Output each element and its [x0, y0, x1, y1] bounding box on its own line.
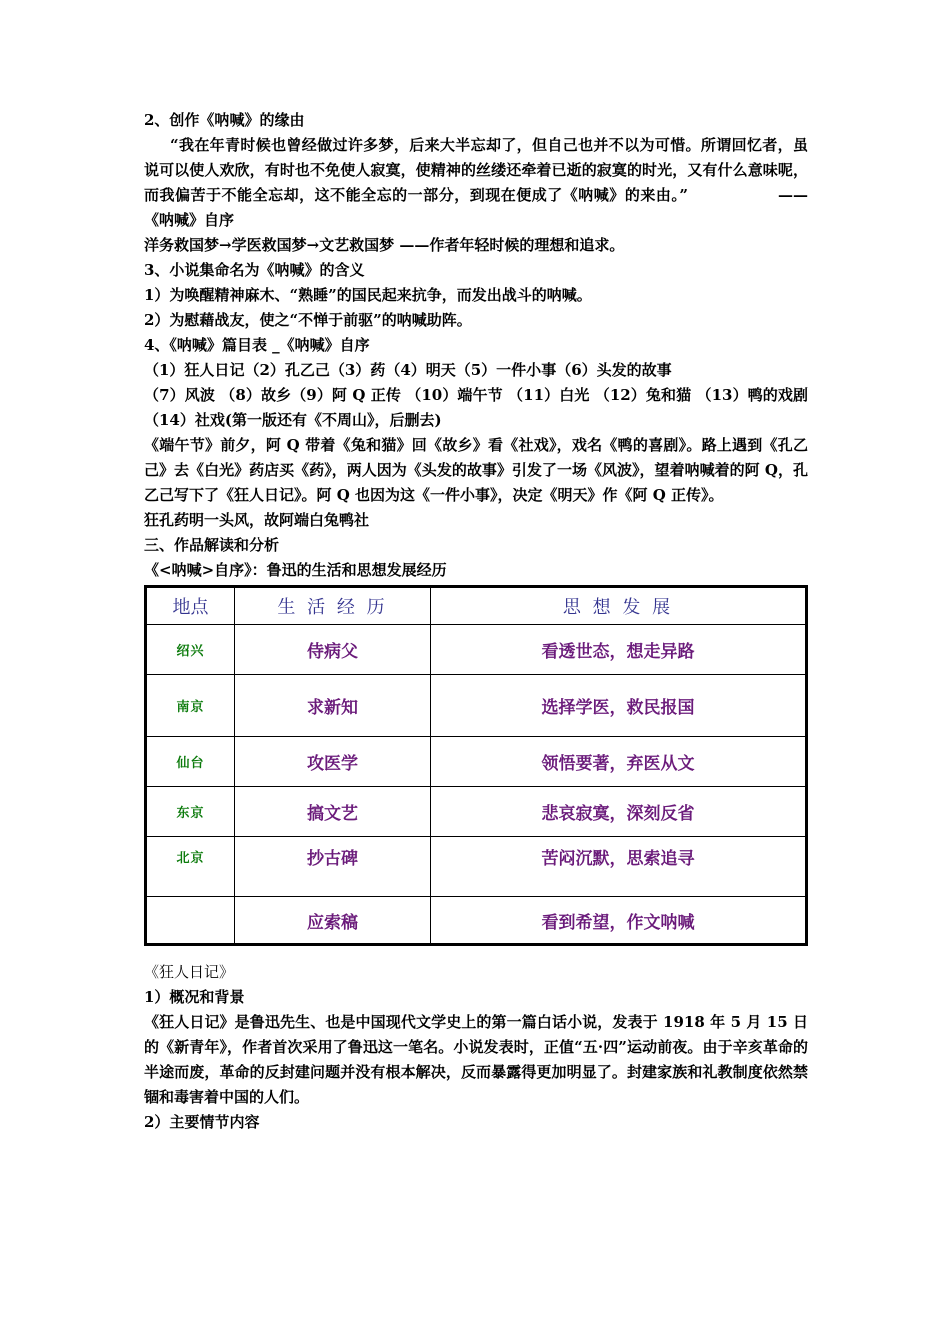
kuangren-body: 《狂人日记》是鲁迅先生、也是中国现代文学史上的第一篇白话小说，发表于 1918 年 5 月 15 日的《新青年》，作者首次采用了鲁迅这一笔名。小说发表时，正值“五·四”运动前夜。由于辛亥革命的半途而废，革命的反封建问题并没有根本解决，反而暴露得更加明显了。封建家族和礼教制度依然禁锢和毒害着中国的人们。	[144, 1013, 808, 1106]
thought-cell: 领悟要著，弃医从文	[431, 737, 807, 787]
place-cell: 仙台	[146, 737, 235, 787]
document-page	[144, 108, 808, 1135]
place-cell: 东京	[146, 787, 235, 837]
table-header-row	[146, 587, 807, 625]
table-row	[146, 625, 807, 675]
thought-cell: 选择学医，救民报国	[431, 675, 807, 737]
section3-item-1: 1）为唤醒精神麻木、“熟睡”的国民起来抗争，而发出战斗的呐喊。	[144, 286, 592, 304]
quote-text: “我在年青时候也曾经做过许多梦，后来大半忘却了，但自己也并不以为可惜。所谓回忆者，虽说可以使人欢欣，有时也不免使人寂寞，使精神的丝缕还牵着已逝的寂寞的时光，又有什么意味呢，而我偏苦于不能全忘却，这不能全忘的一部分，到现在便成了《呐喊》的来由。”	[144, 136, 808, 204]
life-cell: 侍病父	[235, 625, 431, 675]
dream-line: 洋务救国梦→学医救国梦→文艺救国梦 ——作者年轻时候的理想和追求。	[144, 236, 625, 254]
table-row	[146, 675, 807, 737]
section3-item-2: 2）为慰藉战友，使之“不惮于前驱”的呐喊助阵。	[144, 311, 472, 329]
section4-heading: 4、《呐喊》篇目表 _《呐喊》自序	[144, 336, 370, 354]
short-mnemonic: 狂孔药明一头风，故阿端白兔鸭社	[144, 511, 370, 529]
life-cell: 抄古碑	[235, 837, 431, 897]
table-row	[146, 787, 807, 837]
section3-heading: 3、小说集命名为《呐喊》的含义	[144, 261, 365, 279]
life-timeline-table	[144, 585, 808, 946]
table-row	[146, 737, 807, 787]
life-cell: 搞文艺	[235, 787, 431, 837]
life-cell: 应索稿	[235, 897, 431, 945]
story-list-line-2: （7）风波 （8）故乡（9）阿 Q 正传 （10）端午节 （11）白光 （12）兔和猫 （13）鸭的戏剧 （14）社戏(第一版还有《不周山》，后删去)	[144, 386, 808, 429]
quote-source: ——《呐喊》自序	[144, 186, 808, 229]
table-row	[146, 897, 807, 945]
place-cell: 南京	[146, 675, 235, 737]
story-list-line-1: （1）狂人日记（2）孔乙己（3）药（4）明天（5）一件小事（6）头发的故事	[144, 361, 672, 379]
section2-quote	[144, 133, 808, 233]
table-caption: 《<呐喊>自序》：鲁迅的生活和思想发展经历	[144, 561, 447, 579]
kuangren-title: 《狂人日记》	[144, 963, 235, 981]
thought-cell: 苦闷沉默，思索追寻	[431, 837, 807, 897]
thought-cell: 看透世态，想走异路	[431, 625, 807, 675]
place-cell: 绍兴	[146, 625, 235, 675]
life-cell: 求新知	[235, 675, 431, 737]
place-cell	[146, 897, 235, 945]
thought-cell: 悲哀寂寞，深刻反省	[431, 787, 807, 837]
table-row	[146, 837, 807, 897]
kuangren-sub2: 2）主要情节内容	[144, 1113, 260, 1131]
place-cell: 北京	[146, 837, 235, 897]
header-place: 地点	[146, 587, 235, 625]
thought-cell: 看到希望，作文呐喊	[431, 897, 807, 945]
section2-heading: 2、创作《呐喊》的缘由	[144, 111, 305, 129]
story-mnemonic: 《端午节》前夕，阿 Q 带着《兔和猫》回《故乡》看《社戏》，戏名《鸭的喜剧》。路上遇到《孔乙己》去《白光》药店买《药》，两人因为《头发的故事》引发了一场《风波》，望着呐喊着的阿 Q，孔乙己写下了《狂人日记》。阿 Q 也因为这《一件小事》，决定《明天》作《阿 Q 正传》。	[144, 436, 808, 504]
kuangren-sub1: 1）概况和背景	[144, 988, 245, 1006]
section-three-heading: 三、作品解读和分析	[144, 536, 280, 554]
life-cell: 攻医学	[235, 737, 431, 787]
header-thought: 思 想 发 展	[431, 587, 807, 625]
header-life: 生 活 经 历	[235, 587, 431, 625]
